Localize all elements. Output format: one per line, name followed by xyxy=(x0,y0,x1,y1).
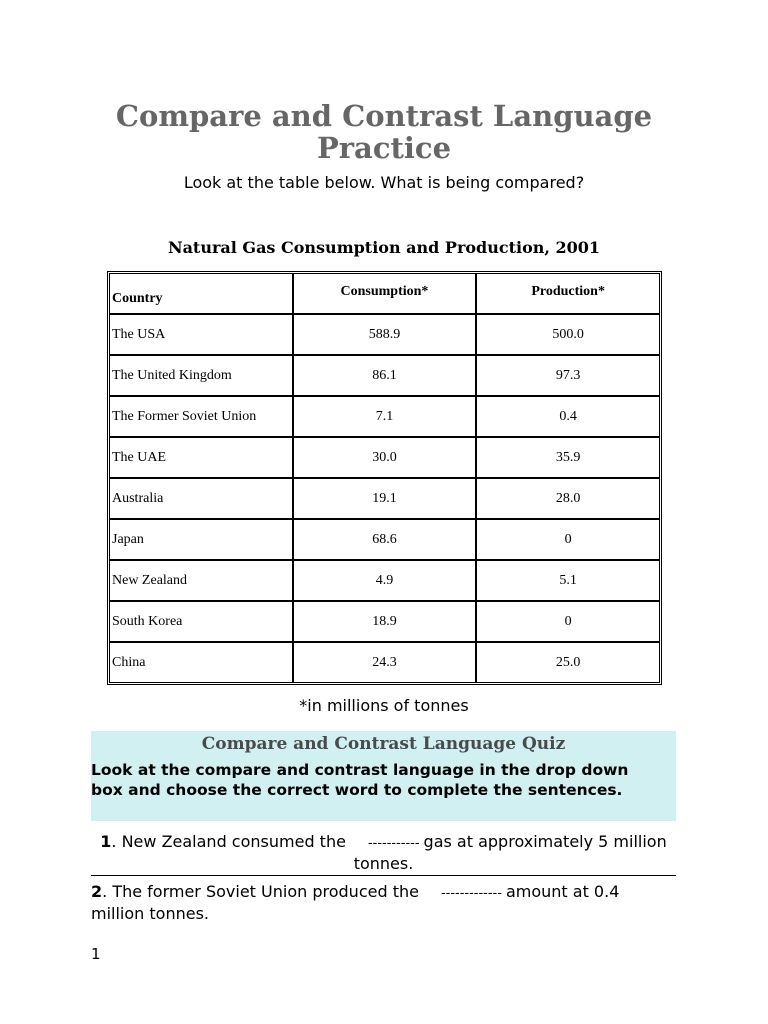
page-title: Compare and Contrast Language Practice xyxy=(115,99,653,165)
table-row xyxy=(110,479,659,520)
country-cell: China xyxy=(110,643,294,682)
question-number: 2 xyxy=(91,882,103,901)
table-row xyxy=(110,643,659,682)
question-number: 1 xyxy=(100,832,112,851)
quiz-question-1 xyxy=(91,832,676,876)
consumption-cell: 4.9 xyxy=(294,561,478,602)
table-row xyxy=(110,520,659,561)
quiz-section xyxy=(91,731,676,821)
consumption-cell: 18.9 xyxy=(294,602,478,643)
production-cell: 500.0 xyxy=(477,315,659,356)
quiz-question-2 xyxy=(91,882,676,923)
table-row xyxy=(110,397,659,438)
table-row xyxy=(110,356,659,397)
country-cell: South Korea xyxy=(110,602,294,643)
consumption-cell: 7.1 xyxy=(294,397,478,438)
column-header-country: Country xyxy=(110,274,294,315)
country-cell: New Zealand xyxy=(110,561,294,602)
consumption-cell: 19.1 xyxy=(294,479,478,520)
country-cell: Japan xyxy=(110,520,294,561)
gas-data-table xyxy=(109,273,660,683)
production-cell: 0.4 xyxy=(477,397,659,438)
country-cell: The UAE xyxy=(110,438,294,479)
country-cell: Australia xyxy=(110,479,294,520)
production-cell: 5.1 xyxy=(477,561,659,602)
table-row xyxy=(110,602,659,643)
question-text-after: gas at approximately 5 million tonnes. xyxy=(353,832,667,873)
question-text-before: . The former Soviet Union produced the xyxy=(102,882,419,901)
question-text-before: . New Zealand consumed the xyxy=(111,832,346,851)
table-row xyxy=(110,438,659,479)
country-cell: The United Kingdom xyxy=(110,356,294,397)
consumption-cell: 588.9 xyxy=(294,315,478,356)
country-cell: The Former Soviet Union xyxy=(110,397,294,438)
table-row xyxy=(110,315,659,356)
consumption-cell: 68.6 xyxy=(294,520,478,561)
table-caption: Natural Gas Consumption and Production, 2001 xyxy=(167,238,601,257)
column-header-consumption: Consumption* xyxy=(294,274,478,315)
table-row xyxy=(110,561,659,602)
subtitle: Look at the table below. What is being compared? xyxy=(183,173,585,192)
page-number: 1 xyxy=(91,945,101,963)
production-cell: 0 xyxy=(477,520,659,561)
quiz-title: Compare and Contrast Language Quiz xyxy=(201,734,566,754)
answer-blank-dropdown[interactable]: ----------- xyxy=(367,836,420,851)
table-footnote: *in millions of tonnes xyxy=(299,696,469,715)
consumption-cell: 30.0 xyxy=(294,438,478,479)
production-cell: 25.0 xyxy=(555,654,581,670)
production-cell: 0 xyxy=(477,602,659,643)
production-cell: 35.9 xyxy=(477,438,659,479)
answer-blank-dropdown[interactable]: ------------- xyxy=(440,886,502,901)
country-cell: The USA xyxy=(110,315,294,356)
production-cell: 97.3 xyxy=(477,356,659,397)
production-cell: 28.0 xyxy=(477,479,659,520)
column-header-production: Production* xyxy=(477,274,659,315)
consumption-cell: 24.3 xyxy=(294,643,478,682)
quiz-instructions: Look at the compare and contrast language in the drop down box and choose the correct word to complete the sentences. xyxy=(91,761,629,799)
table-header-row xyxy=(110,274,659,315)
consumption-cell: 86.1 xyxy=(294,356,478,397)
question-text-after: amount at 0.4 million tonnes. xyxy=(91,882,620,923)
